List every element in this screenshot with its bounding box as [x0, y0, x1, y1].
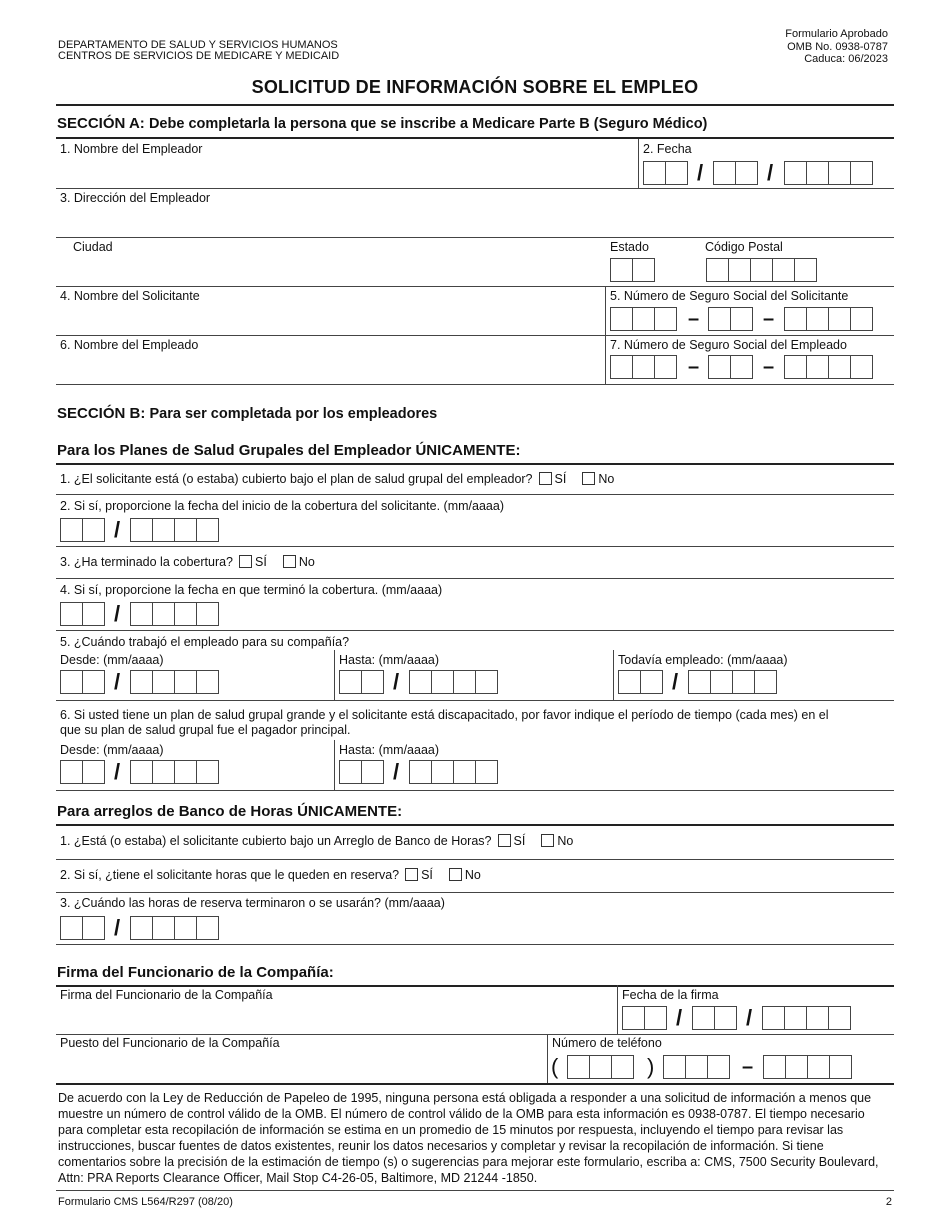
- rule: [56, 335, 894, 336]
- hb-q2-text: 2. Si sí, ¿tiene el solicitante horas que le queden en reserva?: [60, 868, 400, 882]
- rule: [56, 859, 894, 860]
- rule: [56, 824, 894, 826]
- rule: [56, 1190, 894, 1191]
- slash: /: [114, 915, 121, 940]
- ghp-heading: Para los Planes de Salud Grupales del Empleador ÚNICAMENTE:: [57, 442, 521, 459]
- city-label: Ciudad: [73, 240, 113, 254]
- dash: –: [688, 308, 700, 330]
- primary-from-month[interactable]: [60, 760, 104, 784]
- no-checkbox[interactable]: [541, 834, 554, 847]
- slash: /: [767, 160, 774, 185]
- dash: –: [688, 356, 700, 378]
- section-b-prefix: SECCIÓN B:: [57, 405, 146, 422]
- applicant-name-label: 4. Nombre del Solicitante: [60, 289, 200, 303]
- phone-label: Número de teléfono: [552, 1036, 662, 1050]
- yes-label: SÍ: [255, 555, 267, 569]
- divider: [605, 286, 606, 335]
- coverage-end-month[interactable]: [60, 602, 104, 626]
- rule: [56, 1083, 894, 1085]
- rule: [56, 546, 894, 547]
- no-label: No: [298, 555, 315, 569]
- section-a-rule: [56, 137, 894, 139]
- state-boxes[interactable]: [610, 258, 654, 282]
- still-employed-month[interactable]: [618, 670, 662, 694]
- coverage-start-month[interactable]: [60, 518, 104, 542]
- slash: /: [114, 669, 121, 694]
- yes-label: SÍ: [554, 472, 567, 486]
- no-label: No: [557, 834, 574, 848]
- to-label: Hasta: (mm/aaaa): [339, 653, 440, 667]
- divider: [613, 650, 614, 700]
- dash: –: [763, 356, 775, 378]
- applicant-ssn-boxes-2[interactable]: [708, 307, 752, 331]
- paren-open: (: [551, 1054, 559, 1079]
- ghp-q2: 2. Si sí, proporcione la fecha del inicio de la cobertura del solicitante. (mm/aaaa): [60, 499, 504, 513]
- dash: –: [742, 1056, 754, 1078]
- divider: [605, 335, 606, 384]
- rule: [56, 286, 894, 287]
- department-line-1: DEPARTAMENTO DE SALUD Y SERVICIOS HUMANOS: [58, 39, 338, 51]
- hb-q1: [60, 833, 573, 849]
- employee-ssn-boxes-1[interactable]: [610, 355, 676, 379]
- from-label: Desde: (mm/aaaa): [60, 743, 164, 757]
- page-number: 2: [885, 1196, 892, 1208]
- no-label: No: [598, 472, 615, 486]
- ghp-q4: 4. Si sí, proporcione la fecha en que terminó la cobertura. (mm/aaaa): [60, 583, 443, 597]
- employer-address-label: 3. Dirección del Empleador: [60, 191, 211, 205]
- paperwork-disclaimer: De acuerdo con la Ley de Reducción de Papeleo de 1995, ninguna persona está obligada a responder a una solicitud de información a menos que muestre un número de control válido de la OMB. El número de control válido de la OMB para esta información es 0938-0787. El tiempo necesario para completar esta recopilación de información se estima en un promedio de 15 minutos por respuesta, incluyendo el tiempo para revisar las instrucciones, buscar fuentes de datos existentes, reunir los datos necesarios y completar y revisar la recopilación de información. Si tiene comentarios sobre la precisión de la estimación de tiempo (s) o sugerencias para mejorar este formulario, escriba a: CMS, 7500 Security Boulevard, Attn: PRA Reports Clearance Officer, Mail Stop C4-26-05, Baltimore, MD 21244 -1850.: [58, 1091, 879, 1185]
- primary-from-year[interactable]: [130, 760, 218, 784]
- yes-checkbox[interactable]: [239, 555, 252, 568]
- position-label: Puesto del Funcionario de la Compañía: [60, 1036, 280, 1050]
- applicant-ssn-boxes-1[interactable]: [610, 307, 676, 331]
- primary-to-year[interactable]: [409, 760, 497, 784]
- slash: /: [393, 669, 400, 694]
- rule: [56, 188, 894, 189]
- from-label: Desde: (mm/aaaa): [60, 653, 164, 667]
- section-b-text: Para ser completada por los empleadores: [149, 406, 438, 422]
- signature-date-label: Fecha de la firma: [622, 988, 719, 1002]
- hours-bank-heading: Para arreglos de Banco de Horas ÚNICAMENTE:: [57, 803, 403, 820]
- date-day-boxes[interactable]: [713, 161, 757, 185]
- omb-number: OMB No. 0938-0787: [787, 41, 888, 53]
- applicant-ssn-label: 5. Número de Seguro Social del Solicitante: [610, 289, 849, 303]
- rule: [56, 944, 894, 945]
- divider: [334, 740, 335, 790]
- phone-prefix-boxes[interactable]: [663, 1055, 729, 1079]
- divider: [638, 139, 639, 188]
- signature-label: Firma del Funcionario de la Compañía: [60, 988, 273, 1002]
- yes-label: SÍ: [421, 868, 433, 882]
- slash: /: [393, 759, 400, 784]
- ghp-q1-text: 1. ¿El solicitante está (o estaba) cubierto bajo el plan de salud grupal del empleador?: [60, 472, 533, 486]
- no-label: No: [464, 868, 481, 882]
- slash: /: [114, 759, 121, 784]
- signature-heading: Firma del Funcionario de la Compañía:: [57, 964, 334, 981]
- employee-ssn-label: 7. Número de Seguro Social del Empleado: [610, 338, 847, 352]
- zip-boxes[interactable]: [706, 258, 816, 282]
- worked-from-month[interactable]: [60, 670, 104, 694]
- employee-ssn-boxes-3[interactable]: [784, 355, 872, 379]
- employee-name-label: 6. Nombre del Empleado: [60, 338, 199, 352]
- rule: [56, 578, 894, 579]
- section-a-text: Debe completarla la persona que se inscribe a Medicare Parte B (Seguro Médico): [148, 116, 708, 132]
- ghp-q6-line1: 6. Si usted tiene un plan de salud grupal grande y el solicitante está discapacitado, por favor indique el período de tiempo (cada mes) en el: [60, 708, 829, 722]
- no-checkbox[interactable]: [582, 472, 595, 485]
- divider: [334, 650, 335, 700]
- phone-area-boxes[interactable]: [567, 1055, 633, 1079]
- slash: /: [114, 601, 121, 626]
- phone-line-boxes[interactable]: [763, 1055, 851, 1079]
- title-rule: [56, 104, 894, 106]
- state-label: Estado: [610, 240, 649, 254]
- no-checkbox[interactable]: [449, 868, 462, 881]
- rule: [56, 892, 894, 893]
- worked-to-year[interactable]: [409, 670, 497, 694]
- slash: /: [746, 1005, 753, 1030]
- department-line-2: CENTROS DE SERVICIOS DE MEDICARE Y MEDICAID: [58, 50, 340, 62]
- divider: [547, 1034, 548, 1083]
- page-title: SOLICITUD DE INFORMACIÓN SOBRE EL EMPLEO: [251, 77, 699, 97]
- rule: [56, 790, 894, 791]
- form-id: Formulario CMS L564/R297 (08/20): [58, 1196, 233, 1208]
- yes-label: SÍ: [513, 834, 526, 848]
- sig-date-day[interactable]: [692, 1006, 736, 1030]
- sig-date-year[interactable]: [762, 1006, 850, 1030]
- date-label: 2. Fecha: [643, 142, 692, 156]
- worked-to-month[interactable]: [339, 670, 383, 694]
- paren-close: ): [647, 1054, 655, 1079]
- form-approved: Formulario Aprobado: [785, 28, 888, 40]
- ghp-q5: 5. ¿Cuándo trabajó el empleado para su compañía?: [60, 635, 350, 649]
- rule: [56, 630, 894, 631]
- hb-q1-text: 1. ¿Está (o estaba) el solicitante cubierto bajo un Arreglo de Banco de Horas?: [60, 834, 492, 848]
- yes-checkbox[interactable]: [498, 834, 511, 847]
- ghp-q3: [60, 554, 315, 570]
- yes-checkbox[interactable]: [539, 472, 552, 485]
- rule: [56, 700, 894, 701]
- hb-q2: [60, 867, 481, 883]
- yes-checkbox[interactable]: [405, 868, 418, 881]
- slash: /: [697, 160, 704, 185]
- section-a-heading: [57, 115, 707, 132]
- zip-label: Código Postal: [705, 240, 783, 254]
- slash: /: [676, 1005, 683, 1030]
- section-a-prefix: SECCIÓN A:: [57, 115, 145, 132]
- ghp-q3-text: 3. ¿Ha terminado la cobertura?: [60, 555, 234, 569]
- still-employed-year[interactable]: [688, 670, 776, 694]
- coverage-start-year[interactable]: [130, 518, 218, 542]
- divider: [617, 985, 618, 1034]
- expiration-date: Caduca: 06/2023: [804, 53, 888, 65]
- rule: [56, 463, 894, 465]
- slash: /: [114, 517, 121, 542]
- dash: –: [763, 308, 775, 330]
- date-year-boxes[interactable]: [784, 161, 872, 185]
- primary-to-month[interactable]: [339, 760, 383, 784]
- section-b-heading: [57, 405, 437, 422]
- applicant-ssn-boxes-3[interactable]: [784, 307, 872, 331]
- sig-date-month[interactable]: [622, 1006, 666, 1030]
- rule: [56, 494, 894, 495]
- rule: [56, 384, 894, 385]
- employee-ssn-boxes-2[interactable]: [708, 355, 752, 379]
- reserve-end-month[interactable]: [60, 916, 104, 940]
- coverage-end-year[interactable]: [130, 602, 218, 626]
- employer-name-label: 1. Nombre del Empleador: [60, 142, 203, 156]
- still-employed-label: Todavía empleado: (mm/aaaa): [618, 653, 788, 667]
- rule: [56, 237, 894, 238]
- slash: /: [672, 669, 679, 694]
- date-month-boxes[interactable]: [643, 161, 687, 185]
- to-label: Hasta: (mm/aaaa): [339, 743, 440, 757]
- no-checkbox[interactable]: [283, 555, 296, 568]
- ghp-q6-line2: que su plan de salud grupal fue el pagador principal.: [60, 723, 351, 737]
- ghp-q1: [60, 471, 614, 487]
- hb-q3: 3. ¿Cuándo las horas de reserva terminaron o se usarán? (mm/aaaa): [60, 896, 445, 910]
- reserve-end-year[interactable]: [130, 916, 218, 940]
- worked-from-year[interactable]: [130, 670, 218, 694]
